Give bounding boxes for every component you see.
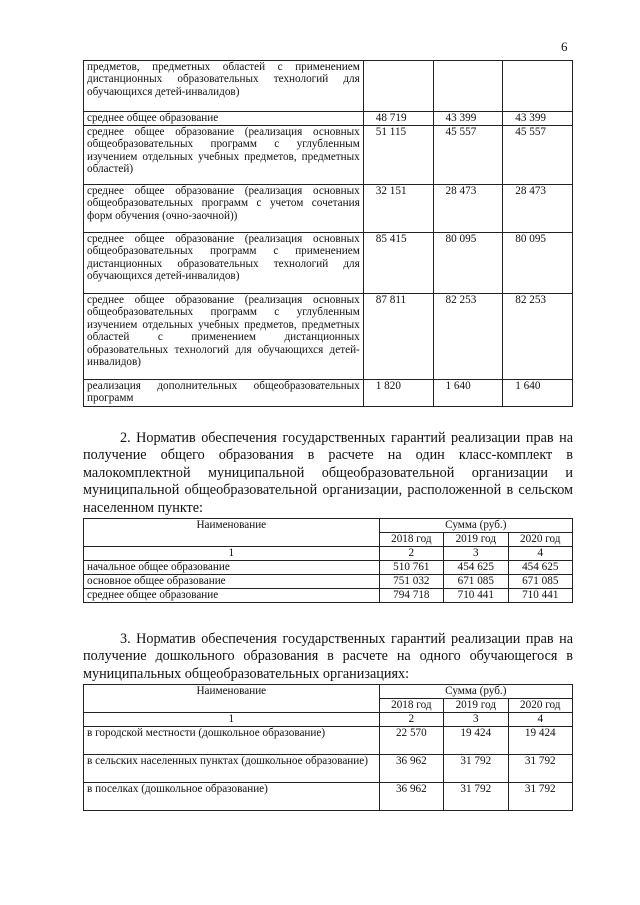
value-2019: 28 473 <box>433 185 503 233</box>
value-2018: 1 820 <box>363 380 433 407</box>
value-2019: 45 557 <box>433 126 503 185</box>
value-2018: 510 761 <box>379 561 443 575</box>
table-row <box>84 294 573 380</box>
value-2019: 82 253 <box>433 294 503 380</box>
table-row <box>84 589 573 603</box>
table-row <box>84 380 573 407</box>
page-number: 6 <box>561 39 568 54</box>
row-name: среднее общее образование <box>84 112 364 126</box>
value-2019: 31 792 <box>444 783 508 811</box>
value-2018: 794 718 <box>379 589 443 603</box>
value-2018 <box>363 61 433 112</box>
year-2019: 2019 год <box>444 699 508 713</box>
value-2018: 32 151 <box>363 185 433 233</box>
value-2020: 454 625 <box>508 561 572 575</box>
col-number-2: 2 <box>379 713 443 727</box>
value-2019: 19 424 <box>444 727 508 755</box>
value-2020: 31 792 <box>508 755 572 783</box>
value-2019: 1 640 <box>433 380 503 407</box>
year-2020: 2020 год <box>508 699 572 713</box>
column-numbers-row <box>84 713 573 727</box>
preschool-norms-table <box>83 684 573 811</box>
value-2019: 31 792 <box>444 755 508 783</box>
value-2020: 82 253 <box>503 294 573 380</box>
year-2020: 2020 год <box>508 533 572 547</box>
value-2019 <box>433 61 503 112</box>
value-2020: 671 085 <box>508 575 572 589</box>
value-2018: 87 811 <box>363 294 433 380</box>
value-2019: 454 625 <box>444 561 508 575</box>
section-3-paragraph: 3. Норматив обеспечения государственных гарантий реализации прав на получение дошкольного образования в расчете на одного обучающегося в муниципальных общеобразовательных организациях: <box>83 631 573 682</box>
table-row <box>84 561 573 575</box>
value-2020 <box>503 61 573 112</box>
row-name: среднее общее образование (реализация основных общеобразовательных программ с углубленным изучением отдельных учебных предметов, предметных областей с применением дистанционных образовательных технологий для обучающихся детей-инвалидов) <box>84 294 364 380</box>
row-name: реализация дополнительных общеобразовательных программ <box>84 380 364 407</box>
year-2018: 2018 год <box>379 699 443 713</box>
col-number-3: 3 <box>444 547 508 561</box>
table-row <box>84 126 573 185</box>
col-number-1: 1 <box>84 547 380 561</box>
year-2019: 2019 год <box>444 533 508 547</box>
table-row <box>84 112 573 126</box>
row-name: среднее общее образование (реализация основных общеобразовательных программ с учетом сочетания форм обучения (очно-заочной)) <box>84 185 364 233</box>
table-row <box>84 233 573 294</box>
value-2018: 48 719 <box>363 112 433 126</box>
table-row <box>84 727 573 755</box>
row-name: в сельских населенных пунктах (дошкольное образование) <box>84 755 380 783</box>
norms-table-continued <box>83 60 573 407</box>
value-2020: 1 640 <box>503 380 573 407</box>
row-name: в городской местности (дошкольное образование) <box>84 727 380 755</box>
value-2020: 28 473 <box>503 185 573 233</box>
col-number-4: 4 <box>508 713 572 727</box>
table-row <box>84 61 573 112</box>
section-2-paragraph: 2. Норматив обеспечения государственных гарантий реализации прав на получение общего образования в расчете на один класс-комплект в малокомплектной муниципальной общеобразовательной организации и муниципальной общеобразовательной организации, расположенной в сельском населенном пункте: <box>83 430 573 516</box>
col-number-1: 1 <box>84 713 380 727</box>
header-sum: Сумма (руб.) <box>379 685 572 699</box>
row-name: среднее общее образование (реализация основных общеобразовательных программ с углубленным изучением отдельных учебных предметов, предметных областей) <box>84 126 364 185</box>
value-2019: 710 441 <box>444 589 508 603</box>
value-2019: 671 085 <box>444 575 508 589</box>
value-2018: 36 962 <box>379 783 443 811</box>
value-2020: 43 399 <box>503 112 573 126</box>
row-name: среднее общее образование <box>84 589 380 603</box>
row-name: предметов, предметных областей с применением дистанционных образовательных технологий для обучающихся детей-инвалидов) <box>84 61 364 112</box>
col-number-4: 4 <box>508 547 572 561</box>
header-sum: Сумма (руб.) <box>379 519 572 533</box>
row-name: среднее общее образование (реализация основных общеобразовательных программ с применением дистанционных образовательных технологий для обучающихся детей-инвалидов) <box>84 233 364 294</box>
table-row <box>84 783 573 811</box>
value-2020: 80 095 <box>503 233 573 294</box>
row-name: начальное общее образование <box>84 561 380 575</box>
header-name: Наименование <box>84 519 380 547</box>
value-2018: 22 570 <box>379 727 443 755</box>
row-name: основное общее образование <box>84 575 380 589</box>
value-2020: 45 557 <box>503 126 573 185</box>
year-2018: 2018 год <box>379 533 443 547</box>
value-2018: 36 962 <box>379 755 443 783</box>
header-row <box>84 685 573 699</box>
value-2020: 31 792 <box>508 783 572 811</box>
row-name: в поселках (дошкольное образование) <box>84 783 380 811</box>
value-2020: 710 441 <box>508 589 572 603</box>
col-number-3: 3 <box>444 713 508 727</box>
header-name: Наименование <box>84 685 380 713</box>
column-numbers-row <box>84 547 573 561</box>
value-2018: 85 415 <box>363 233 433 294</box>
value-2018: 51 115 <box>363 126 433 185</box>
value-2019: 80 095 <box>433 233 503 294</box>
header-row <box>84 519 573 533</box>
value-2019: 43 399 <box>433 112 503 126</box>
table-row <box>84 755 573 783</box>
table-row <box>84 185 573 233</box>
value-2018: 751 032 <box>379 575 443 589</box>
value-2020: 19 424 <box>508 727 572 755</box>
table-row <box>84 575 573 589</box>
class-complex-norms-table <box>83 518 573 603</box>
col-number-2: 2 <box>379 547 443 561</box>
